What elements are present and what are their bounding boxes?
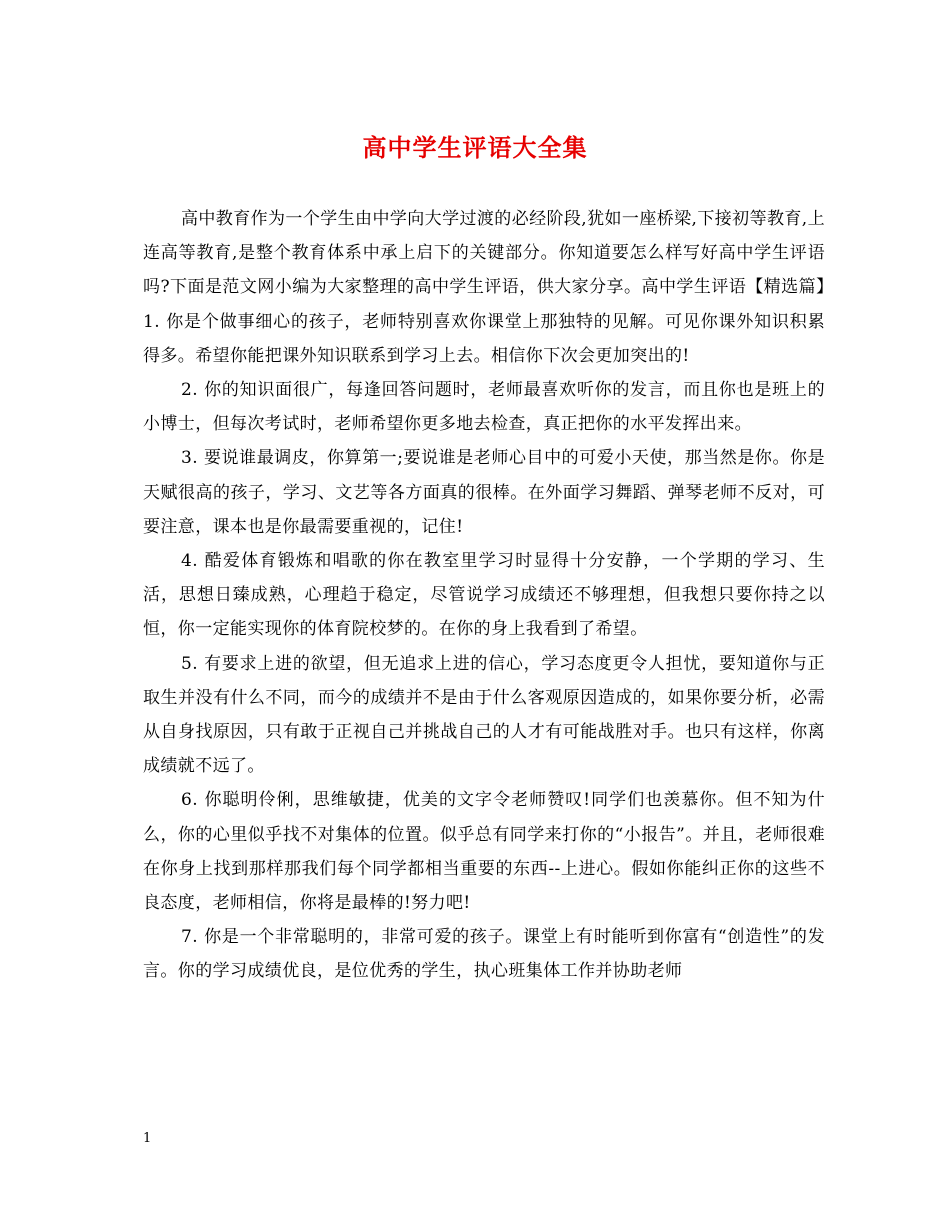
paragraph-intro: 高中教育作为一个学生由中学向大学过渡的必经阶段,犹如一座桥梁,下接初等教育,上连高等教育,是整个教育体系中承上启下的关键部分。你知道要怎么样写好高中学生评语吗?下面是范文网小编为大家整理的高中学生评语，供大家分享。高中学生评语【精选篇】 1. 你是个做事细心的孩子，老师特别喜欢你课堂上那独特的见解。可见你课外知识积累得多。希望你能把课外知识联系到学习上去。相信你下次会更加突出的! bbox=[143, 209, 860, 366]
page-number: 1 bbox=[143, 1131, 152, 1146]
paragraph-5: 5. 有要求上进的欲望，但无追求上进的信心，学习态度更令人担忧，要知道你与正取生并没有什么不同，而今的成绩并不是由于什么客观原因造成的，如果你要分析，必需从自身找原因，只有敢于正视自己并挑战自己的人才有可能战胜对手。也只有这样，你离成绩就不远了。 bbox=[143, 653, 825, 777]
paragraph-2: 2. 你的知识面很广，每逢回答问题时，老师最喜欢听你的发言，而且你也是班上的小博士，但每次考试时，老师希望你更多地去检查，真正把你的水平发挥出来。 bbox=[143, 380, 825, 435]
paragraph-6: 6. 你聪明伶俐，思维敏捷，优美的文字令老师赞叹!同学们也羡慕你。但不知为什么，你的心里似乎找不对集体的位置。似乎总有同学来打你的“小报告”。并且，老师很难在你身上找到那样那我们每个同学都相当重要的东西--上进心。假如你能纠正你的这些不良态度，老师相信，你将是最棒的!努力吧! bbox=[143, 790, 825, 914]
paragraph-4: 4. 酷爱体育锻炼和唱歌的你在教室里学习时显得十分安静，一个学期的学习、生活，思想日臻成熟，心理趋于稳定，尽管说学习成绩还不够理想，但我想只要你持之以恒，你一定能实现你的体育院校梦的。在你的身上我看到了希望。 bbox=[143, 551, 825, 640]
document-body bbox=[143, 202, 860, 989]
paragraph-7: 7. 你是一个非常聪明的，非常可爱的孩子。课堂上有时能听到你富有“创造性”的发言。你的学习成绩优良，是位优秀的学生，执心班集体工作并协助老师 bbox=[143, 927, 825, 982]
document-title: 高中学生评语大全集 bbox=[362, 133, 588, 162]
paragraph-3: 3. 要说谁最调皮，你算第一;要说谁是老师心目中的可爱小天使，那当然是你。你是天赋很高的孩子，学习、文艺等各方面真的很棒。在外面学习舞蹈、弹琴老师不反对，可要注意，课本也是你最需要重视的，记住! bbox=[143, 448, 825, 537]
